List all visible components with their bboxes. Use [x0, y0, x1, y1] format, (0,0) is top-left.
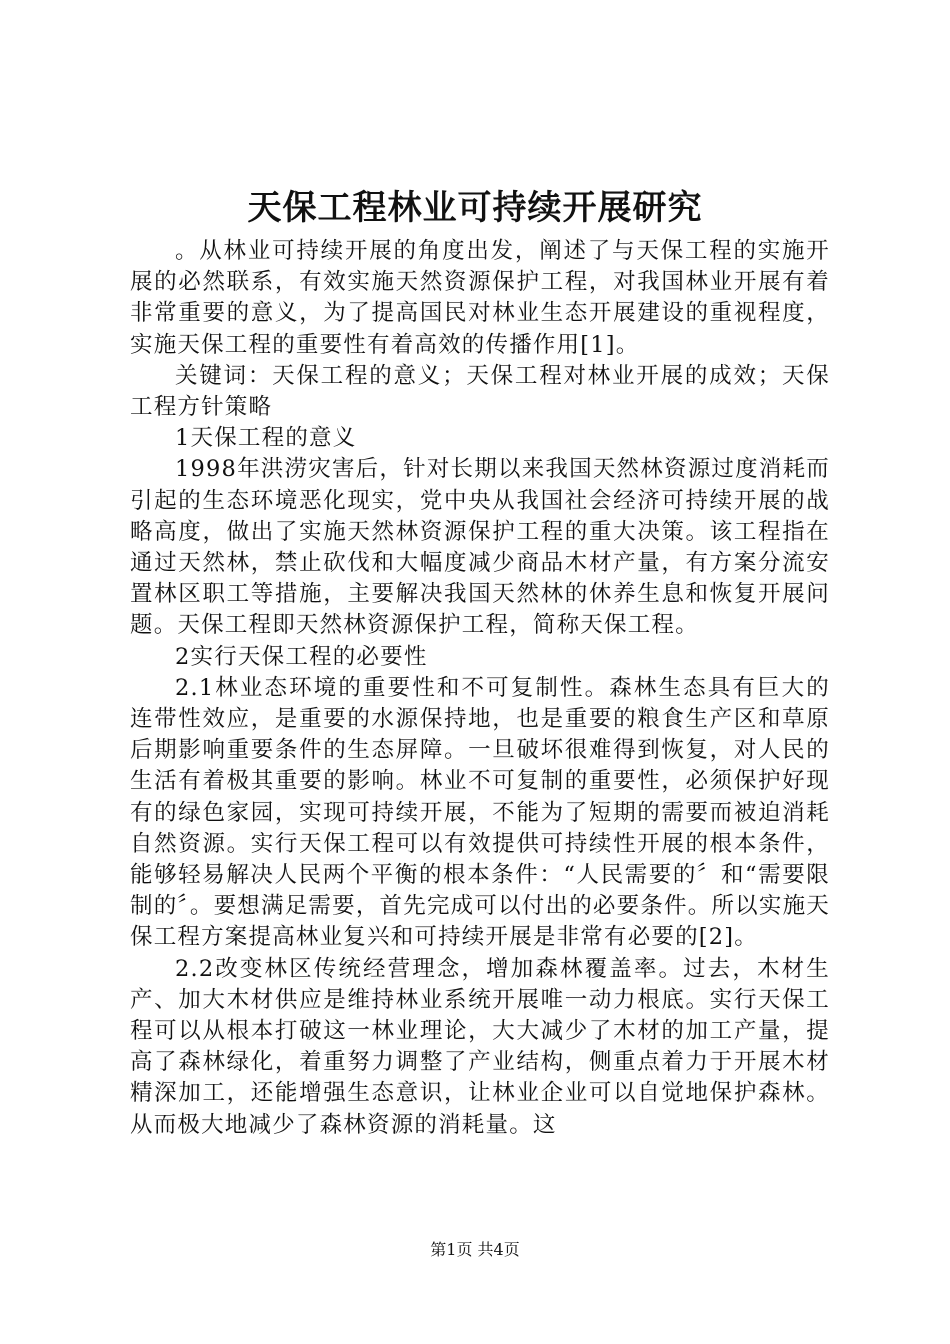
- body-paragraph: 2.1林业态环境的重要性和不可复制性。森林生态具有巨大的连带性效应，是重要的水源保持地，也是重要的粮食生产区和草原后期影响重要条件的生态屏障。一旦破坏很难得到恢复，对人民的生活有着极其重要的影响。林业不可复制的重要性，必须保护好现有的绿色家园，实现可持续开展，不能为了短期的需要而被迫消耗自然资源。实行天保工程可以有效提供可持续性开展的根本条件，能够轻易解决人民两个平衡的根本条件：“人民需要的〞和“需要限制的〞。要想满足需要，首先完成可以付出的必要条件。所以实施天保工程方案提高林业复兴和可持续开展是非常有必要的[2]。: [130, 674, 830, 951]
- section-heading-2: 2实行天保工程的必要性: [175, 643, 428, 670]
- page-number-footer: 第1页 共4页: [430, 1240, 520, 1259]
- document-title: 天保工程林业可持续开展研究: [247, 188, 703, 228]
- abstract-paragraph: 。从林业可持续开展的角度出发，阐述了与天保工程的实施开展的必然联系，有效实施天然资源保护工程，对我国林业开展有着非常重要的意义，为了提高国民对林业生态开展建设的重视程度，实施天保工程的重要性有着高效的传播作用[1]。: [130, 238, 830, 358]
- body-paragraph: 1998年洪涝灾害后，针对长期以来我国天然林资源过度消耗而引起的生态环境恶化现实，党中央从我国社会经济可持续开展的战略高度，做出了实施天然林资源保护工程的重大决策。该工程指在通过天然林，禁止砍伐和大幅度减少商品木材产量，有方案分流安置林区职工等措施，主要解决我国天然林的休养生息和恢复开展问题。天保工程即天然林资源保护工程，简称天保工程。: [130, 456, 830, 639]
- body-paragraph: 2.2改变林区传统经营理念，增加森林覆盖率。过去，木材生产、加大木材供应是维持林业系统开展唯一动力根底。实行天保工程可以从根本打破这一林业理论，大大减少了木材的加工产量，提高了森林绿化，着重努力调整了产业结构，侧重点着力于开展木材精深加工，还能增强生态意识，让林业企业可以自觉地保护森林。从而极大地减少了森林资源的消耗量。这: [130, 955, 830, 1138]
- section-heading-1: 1天保工程的意义: [175, 425, 357, 452]
- document-body: [130, 236, 830, 1141]
- keywords-paragraph: 关键词：天保工程的意义；天保工程对林业开展的成效；天保工程方针策略: [130, 362, 830, 421]
